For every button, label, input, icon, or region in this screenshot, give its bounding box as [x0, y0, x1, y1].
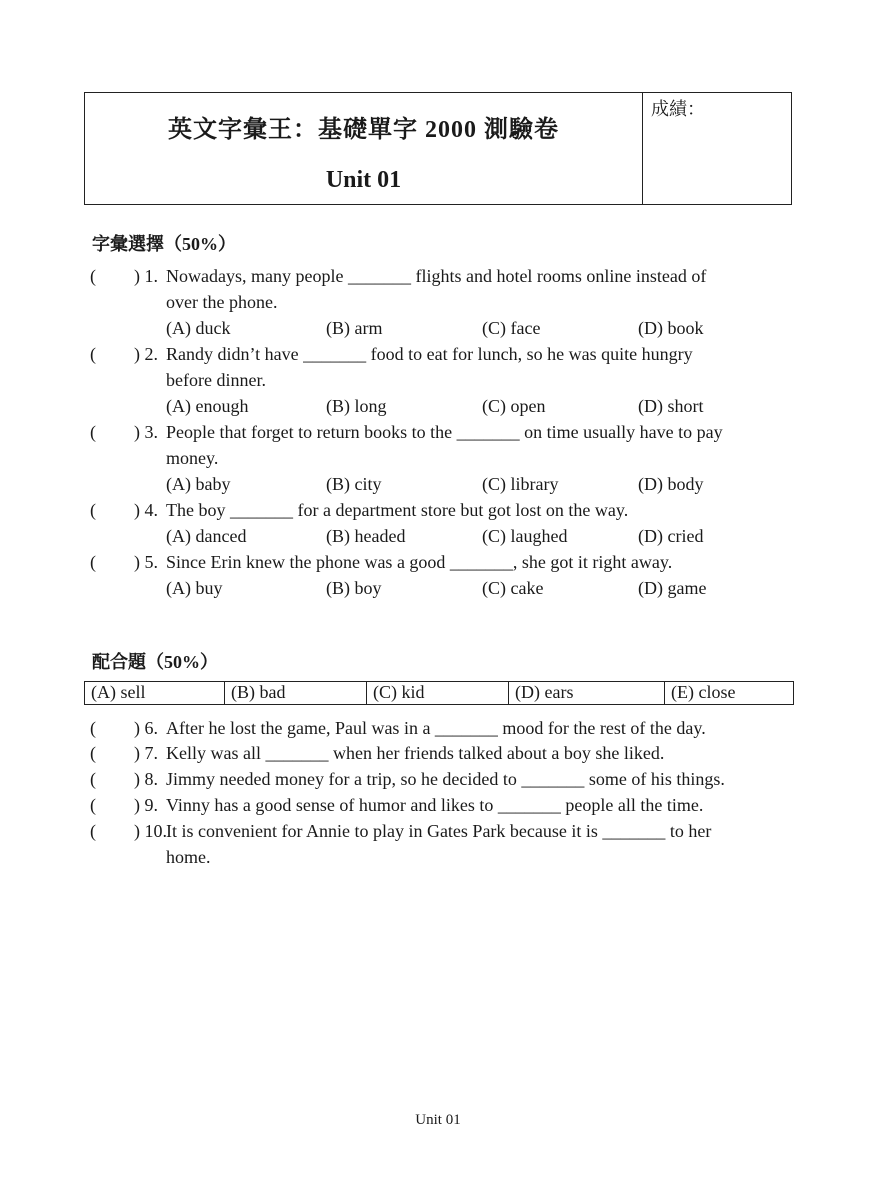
question-number: ) 4.	[134, 500, 158, 520]
options-row	[90, 523, 790, 549]
question-continuation: money.	[166, 448, 219, 468]
option-a: (A) enough	[166, 396, 249, 416]
question-continuation-row	[90, 367, 790, 393]
word-bank-cell: (D) ears	[509, 682, 665, 704]
word-bank-table	[84, 681, 794, 705]
page-title: 英文字彙王：基礎單字 2000 測驗卷	[168, 117, 559, 143]
question-row	[90, 341, 790, 367]
question-row	[90, 740, 790, 766]
question-number: ) 5.	[134, 552, 158, 572]
question-continuation: home.	[166, 847, 211, 867]
option-c: (C) library	[482, 474, 559, 494]
question-text: Jimmy needed money for a trip, so he decided to _______ some of his things.	[166, 769, 725, 789]
question-continuation: over the phone.	[166, 292, 278, 312]
option-d: (D) body	[638, 474, 704, 494]
question-row	[90, 792, 790, 818]
question-continuation-row	[90, 289, 790, 315]
answer-paren-open[interactable]: (	[90, 718, 96, 738]
option-d: (D) short	[638, 396, 704, 416]
answer-paren-open[interactable]: (	[90, 795, 96, 815]
question-text: Since Erin knew the phone was a good _______, she got it right away.	[166, 552, 673, 572]
question-number: ) 7.	[134, 743, 158, 763]
question-text: Vinny has a good sense of humor and likes to _______ people all the time.	[166, 795, 704, 815]
answer-paren-open[interactable]: (	[90, 500, 96, 520]
header-box	[84, 92, 792, 205]
option-b: (B) long	[326, 396, 387, 416]
word-bank-cell: (B) bad	[225, 682, 367, 704]
question-continuation: before dinner.	[166, 370, 266, 390]
question-number: ) 2.	[134, 344, 158, 364]
options-row	[90, 575, 790, 601]
answer-paren-open[interactable]: (	[90, 344, 96, 364]
section1-heading: 字彙選擇（50%）	[92, 234, 236, 254]
option-c: (C) cake	[482, 578, 544, 598]
question-text: People that forget to return books to the _______ on time usually have to pay	[166, 422, 723, 442]
question-text: Nowadays, many people _______ flights and hotel rooms online instead of	[166, 266, 707, 286]
option-a: (A) duck	[166, 318, 231, 338]
option-a: (A) danced	[166, 526, 247, 546]
question-number: ) 9.	[134, 795, 158, 815]
option-b: (B) arm	[326, 318, 383, 338]
option-d: (D) game	[638, 578, 707, 598]
question-number: ) 3.	[134, 422, 158, 442]
option-a: (A) baby	[166, 474, 231, 494]
question-text: The boy _______ for a department store but got lost on the way.	[166, 500, 629, 520]
options-row	[90, 315, 790, 341]
question-text: It is convenient for Annie to play in Gates Park because it is _______ to her	[166, 821, 712, 841]
option-b: (B) city	[326, 474, 382, 494]
option-c: (C) open	[482, 396, 546, 416]
answer-paren-open[interactable]: (	[90, 743, 96, 763]
word-bank-cell: (E) close	[671, 682, 736, 702]
word-bank-cell: (C) kid	[367, 682, 509, 704]
question-row	[90, 549, 790, 575]
option-c: (C) face	[482, 318, 541, 338]
option-a: (A) buy	[166, 578, 223, 598]
option-d: (D) cried	[638, 526, 704, 546]
options-row	[90, 471, 790, 497]
option-b: (B) headed	[326, 526, 406, 546]
section2-heading: 配合題（50%）	[92, 652, 218, 672]
score-box[interactable]	[642, 93, 791, 204]
question-text: Randy didn’t have _______ food to eat for lunch, so he was quite hungry	[166, 344, 693, 364]
option-c: (C) laughed	[482, 526, 568, 546]
question-continuation-row	[90, 445, 790, 471]
answer-paren-open[interactable]: (	[90, 821, 96, 841]
answer-paren-open[interactable]: (	[90, 422, 96, 442]
question-row	[90, 497, 790, 523]
question-text: After he lost the game, Paul was in a _______ mood for the rest of the day.	[166, 718, 706, 738]
question-row	[90, 263, 790, 289]
question-text: Kelly was all _______ when her friends talked about a boy she liked.	[166, 743, 665, 763]
page-footer: Unit 01	[415, 1112, 461, 1128]
answer-paren-open[interactable]: (	[90, 266, 96, 286]
question-row	[90, 818, 790, 844]
question-continuation-row	[90, 844, 790, 870]
option-d: (D) book	[638, 318, 704, 338]
question-row	[90, 766, 790, 792]
answer-paren-open[interactable]: (	[90, 769, 96, 789]
question-number: ) 6.	[134, 718, 158, 738]
question-row	[90, 715, 790, 741]
word-bank-cell: (A) sell	[85, 682, 225, 704]
answer-paren-open[interactable]: (	[90, 552, 96, 572]
option-b: (B) boy	[326, 578, 382, 598]
score-label: 成績：	[651, 99, 705, 119]
unit-title: Unit 01	[325, 167, 402, 193]
options-row	[90, 393, 790, 419]
header-title-area	[85, 93, 642, 204]
question-number: ) 8.	[134, 769, 158, 789]
question-number: ) 10.	[134, 821, 167, 841]
question-number: ) 1.	[134, 266, 158, 286]
question-row	[90, 419, 790, 445]
